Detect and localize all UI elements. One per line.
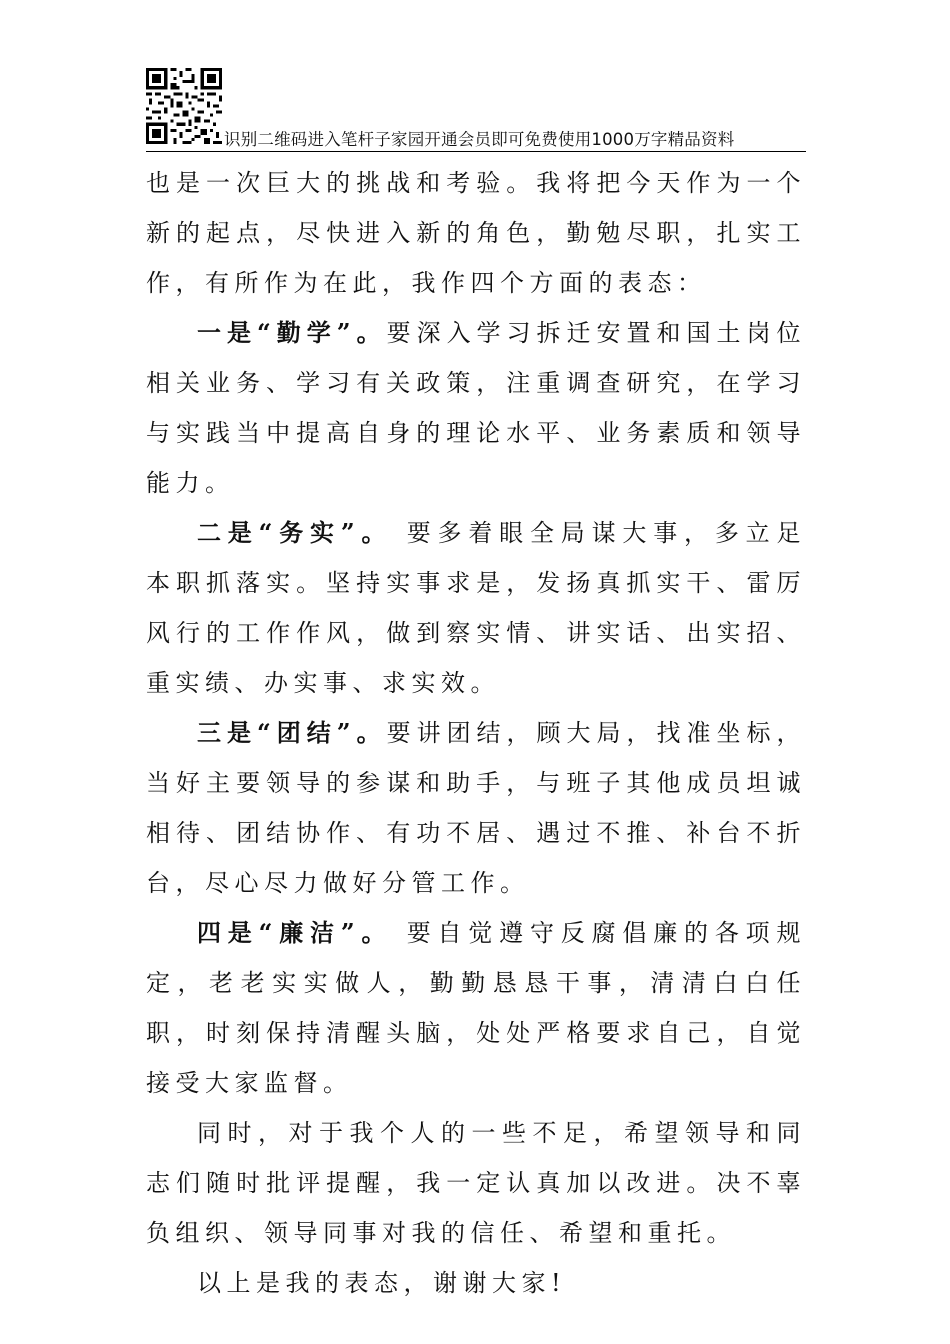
paragraph-text: 要多着眼全局谋大事，多立足本职抓落实。坚持实事求是，发扬真抓实干、雷厉风行的工作作风，做到察实情、讲实话、出实招、重实绩、办实事、求实效。 xyxy=(146,519,806,697)
paragraph-lead: 一是“勤学”。 xyxy=(197,318,387,347)
paragraph-text: 要深入学习拆迁安置和国土岗位相关业务、学习有关政策，注重调查研究，在学习与实践当中提高自身的理论水平、业务素质和领导能力。 xyxy=(146,319,807,497)
paragraph-thanks xyxy=(146,1258,806,1308)
paragraph-text: 以上是我的表态，谢谢大家! xyxy=(197,1269,567,1297)
paragraph-text: 也是一次巨大的挑战和考验。我将把今天作为一个新的起点，尽快进入新的角色，勤勉尽职，扎实工作，有所作为在此，我作四个方面的表态： xyxy=(146,169,806,297)
header-divider xyxy=(146,151,806,152)
paragraph-text: 同时，对于我个人的一些不足，希望领导和同志们随时批评提醒，我一定认真加以改进。决不辜负组织、领导同事对我的信任、希望和重托。 xyxy=(146,1119,806,1247)
paragraph-text: 要讲团结，顾大局，找准坐标，当好主要领导的参谋和助手，与班子其他成员坦诚相待、团结协作、有功不居、遇过不推、补台不折台，尽心尽力做好分管工作。 xyxy=(146,719,807,897)
paragraph-lead: 二是“务实”。 xyxy=(197,518,393,547)
paragraph-text: 要自觉遵守反腐倡廉的各项规定，老老实实做人，勤勤恳恳干事，清清白白任职，时刻保持清醒头脑，处处严格要求自己，自觉接受大家监督。 xyxy=(146,919,806,1097)
header-promo-text: 识别二维码进入笔杆子家园开通会员即可免费使用1000万字精品资料 xyxy=(224,130,735,149)
paragraph-point-1 xyxy=(146,308,806,508)
document-body xyxy=(146,158,806,1308)
paragraph-point-4 xyxy=(146,908,806,1108)
paragraph-lead: 四是“廉洁”。 xyxy=(197,918,393,947)
paragraph-point-3 xyxy=(146,708,806,908)
paragraph-closing xyxy=(146,1108,806,1258)
paragraph-point-2 xyxy=(146,508,806,708)
paragraph-lead: 三是“团结”。 xyxy=(197,718,387,747)
paragraph-intro xyxy=(146,158,806,308)
qr-code-icon xyxy=(146,68,222,144)
page-header xyxy=(146,68,806,152)
